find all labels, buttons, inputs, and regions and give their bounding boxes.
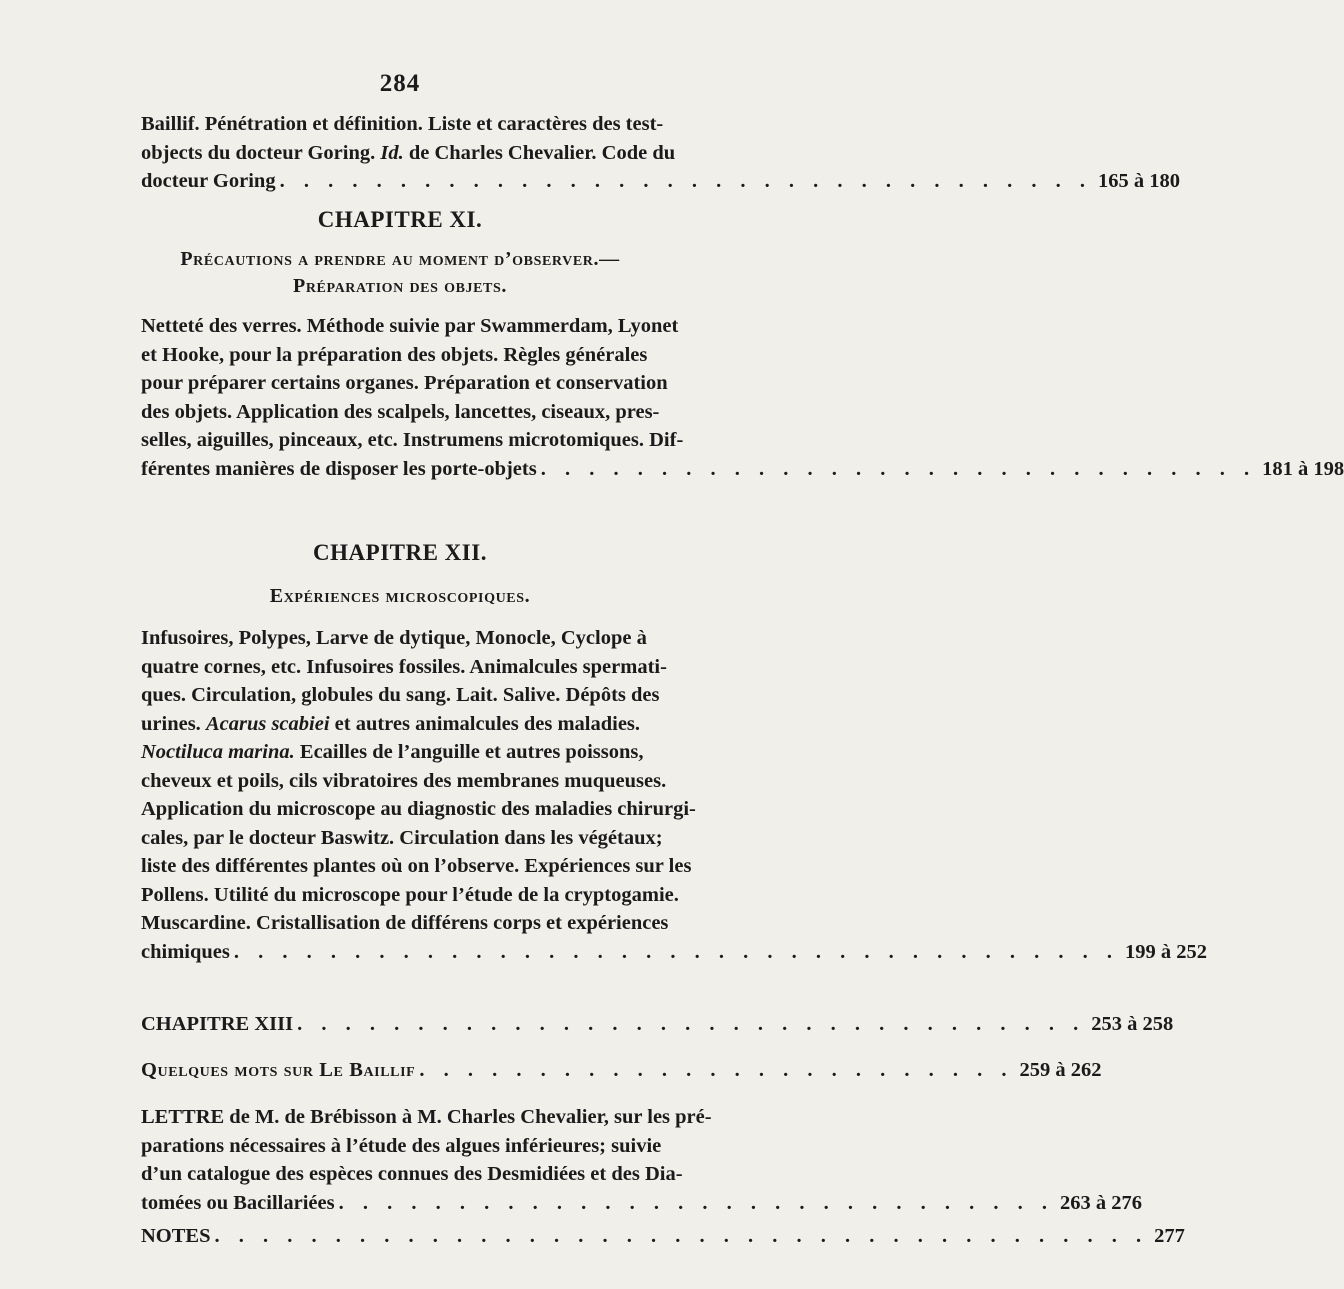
leader-dots: . . . . . . . . . . . . . . . . . . . . . . . . . . . . . . . . . [297, 1013, 1086, 1035]
entry-text: Ecailles de l’anguille et autres poissons, [294, 741, 644, 763]
page-range: 263 à 276 [1059, 1191, 1142, 1214]
entry-line: cales, par le docteur Baswitz. Circulation dans les végétaux; [141, 826, 663, 849]
entry-line: Infusoires, Polypes, Larve de dytique, Monocle, Cyclope à [141, 627, 647, 649]
entry-line: quatre cornes, etc. Infusoires fossiles. Animalcules spermati- [141, 655, 667, 678]
entry-last-line [141, 1010, 1174, 1039]
toc-entry-baillif [141, 110, 1180, 196]
entry-line: Muscardine. Cristallisation de différens corps et expériences [141, 912, 669, 934]
chapter-heading: CHAPITRE XI. [317, 207, 483, 232]
entry-text: chimiques [141, 940, 230, 963]
entry-line [141, 738, 741, 767]
leader-dots: . . . . . . . . . . . . . . . . . . . . . . . . . . . . . . . . . . . . . [233, 940, 1119, 963]
entry-text: docteur Goring [141, 170, 276, 192]
toc-entry-notes [141, 1222, 1185, 1251]
entry-text: NOTES [141, 1225, 211, 1247]
page-range: 181 à 198 [1262, 457, 1344, 480]
subtitle-line: Préparation des objets. [293, 275, 507, 297]
page-range: 253 à 258 [1091, 1013, 1174, 1035]
subtitle-line: Précautions a prendre au moment d’observer.— [180, 248, 620, 270]
page-range: 277 [1154, 1225, 1185, 1247]
entry-italic: Noctiluca marina. [141, 741, 295, 763]
entry-line [141, 710, 741, 739]
entry-line: Baillif. Pénétration et définition. Liste et caractères des test- [141, 113, 664, 135]
entry-text: de Charles Chevalier. Code du [403, 141, 676, 164]
leader-dots: . . . . . . . . . . . . . . . . . . . . . . . . . . . . . . [540, 457, 1257, 480]
entry-line: Netteté des verres. Méthode suivie par Swammerdam, Lyonet [141, 315, 679, 337]
entry-line: et Hooke, pour la préparation des objets. Règles générales [141, 343, 648, 366]
entry-text: objects du docteur Goring. [141, 141, 381, 164]
entry-last-line [141, 1189, 1142, 1218]
leader-dots: . . . . . . . . . . . . . . . . . . . . . . . . . . . . . . . . . . . . . . . [214, 1225, 1149, 1247]
entry-line: liste des différentes plantes où on l’observe. Expériences sur les [141, 855, 692, 877]
entry-line: ques. Circulation, globules du sang. Lait. Salive. Dépôts des [141, 684, 660, 706]
page-range: 259 à 262 [1019, 1059, 1102, 1081]
toc-entry-quelques-mots [141, 1056, 1102, 1085]
toc-entry-chapter-xiii [141, 1010, 1174, 1039]
entry-last-line [141, 167, 1180, 196]
entry-last-line [141, 938, 1207, 967]
entry-line: des objets. Application des scalpels, lancettes, ciseaux, pres- [141, 400, 660, 423]
entry-last-line [141, 1222, 1185, 1251]
entry-text: Quelques mots sur Le Baillif [141, 1059, 416, 1081]
leader-dots: . . . . . . . . . . . . . . . . . . . . . . . . . [419, 1059, 1014, 1081]
chapter-subtitle [0, 246, 800, 300]
entry-italic: Id. [380, 141, 404, 164]
entry-text: CHAPITRE XIII [141, 1013, 294, 1035]
entry-line: cheveux et poils, cils vibratoires des membranes muqueuses. [141, 769, 667, 792]
entry-text: tomées ou Bacillariées [141, 1191, 335, 1214]
entry-italic: Acarus scabiei [205, 712, 330, 735]
toc-entry-lettre [141, 1103, 1142, 1217]
entry-line: Application du microscope au diagnostic des maladies chirurgi- [141, 798, 696, 820]
chapter-xi-summary [141, 312, 1344, 483]
entry-line: parations nécessaires à l’étude des algues inférieures; suivie [141, 1134, 662, 1157]
entry-line: Pollens. Utilité du microscope pour l’étude de la cryptogamie. [141, 883, 679, 906]
chapter-subtitle: Expériences microscopiques. [269, 585, 531, 607]
entry-line: pour préparer certains organes. Préparation et conservation [141, 372, 668, 394]
leader-dots: . . . . . . . . . . . . . . . . . . . . . . . . . . . . . . [338, 1191, 1054, 1214]
entry-line: selles, aiguilles, pinceaux, etc. Instrumens microtomiques. Dif- [141, 429, 684, 451]
entry-text: et autres animalcules des maladies. [329, 712, 641, 735]
chapter-xii-summary [141, 624, 1207, 966]
entry-last-line [141, 1056, 1102, 1085]
entry-line [141, 139, 741, 168]
entry-last-line [141, 455, 1344, 484]
leader-dots: . . . . . . . . . . . . . . . . . . . . . . . . . . . . . . . . . . [279, 170, 1092, 192]
page-range: 165 à 180 [1097, 170, 1180, 192]
entry-text: urines. [141, 712, 206, 735]
entry-line: d’un catalogue des espèces connues des Desmidiées et des Dia- [141, 1163, 683, 1185]
entry-text: férentes manières de disposer les porte-objets [141, 457, 537, 480]
entry-line: LETTRE de M. de Brébisson à M. Charles Chevalier, sur les pré- [141, 1106, 712, 1128]
page-range: 199 à 252 [1124, 940, 1207, 963]
page-number: 284 [379, 70, 421, 97]
chapter-heading: CHAPITRE XII. [313, 540, 487, 565]
